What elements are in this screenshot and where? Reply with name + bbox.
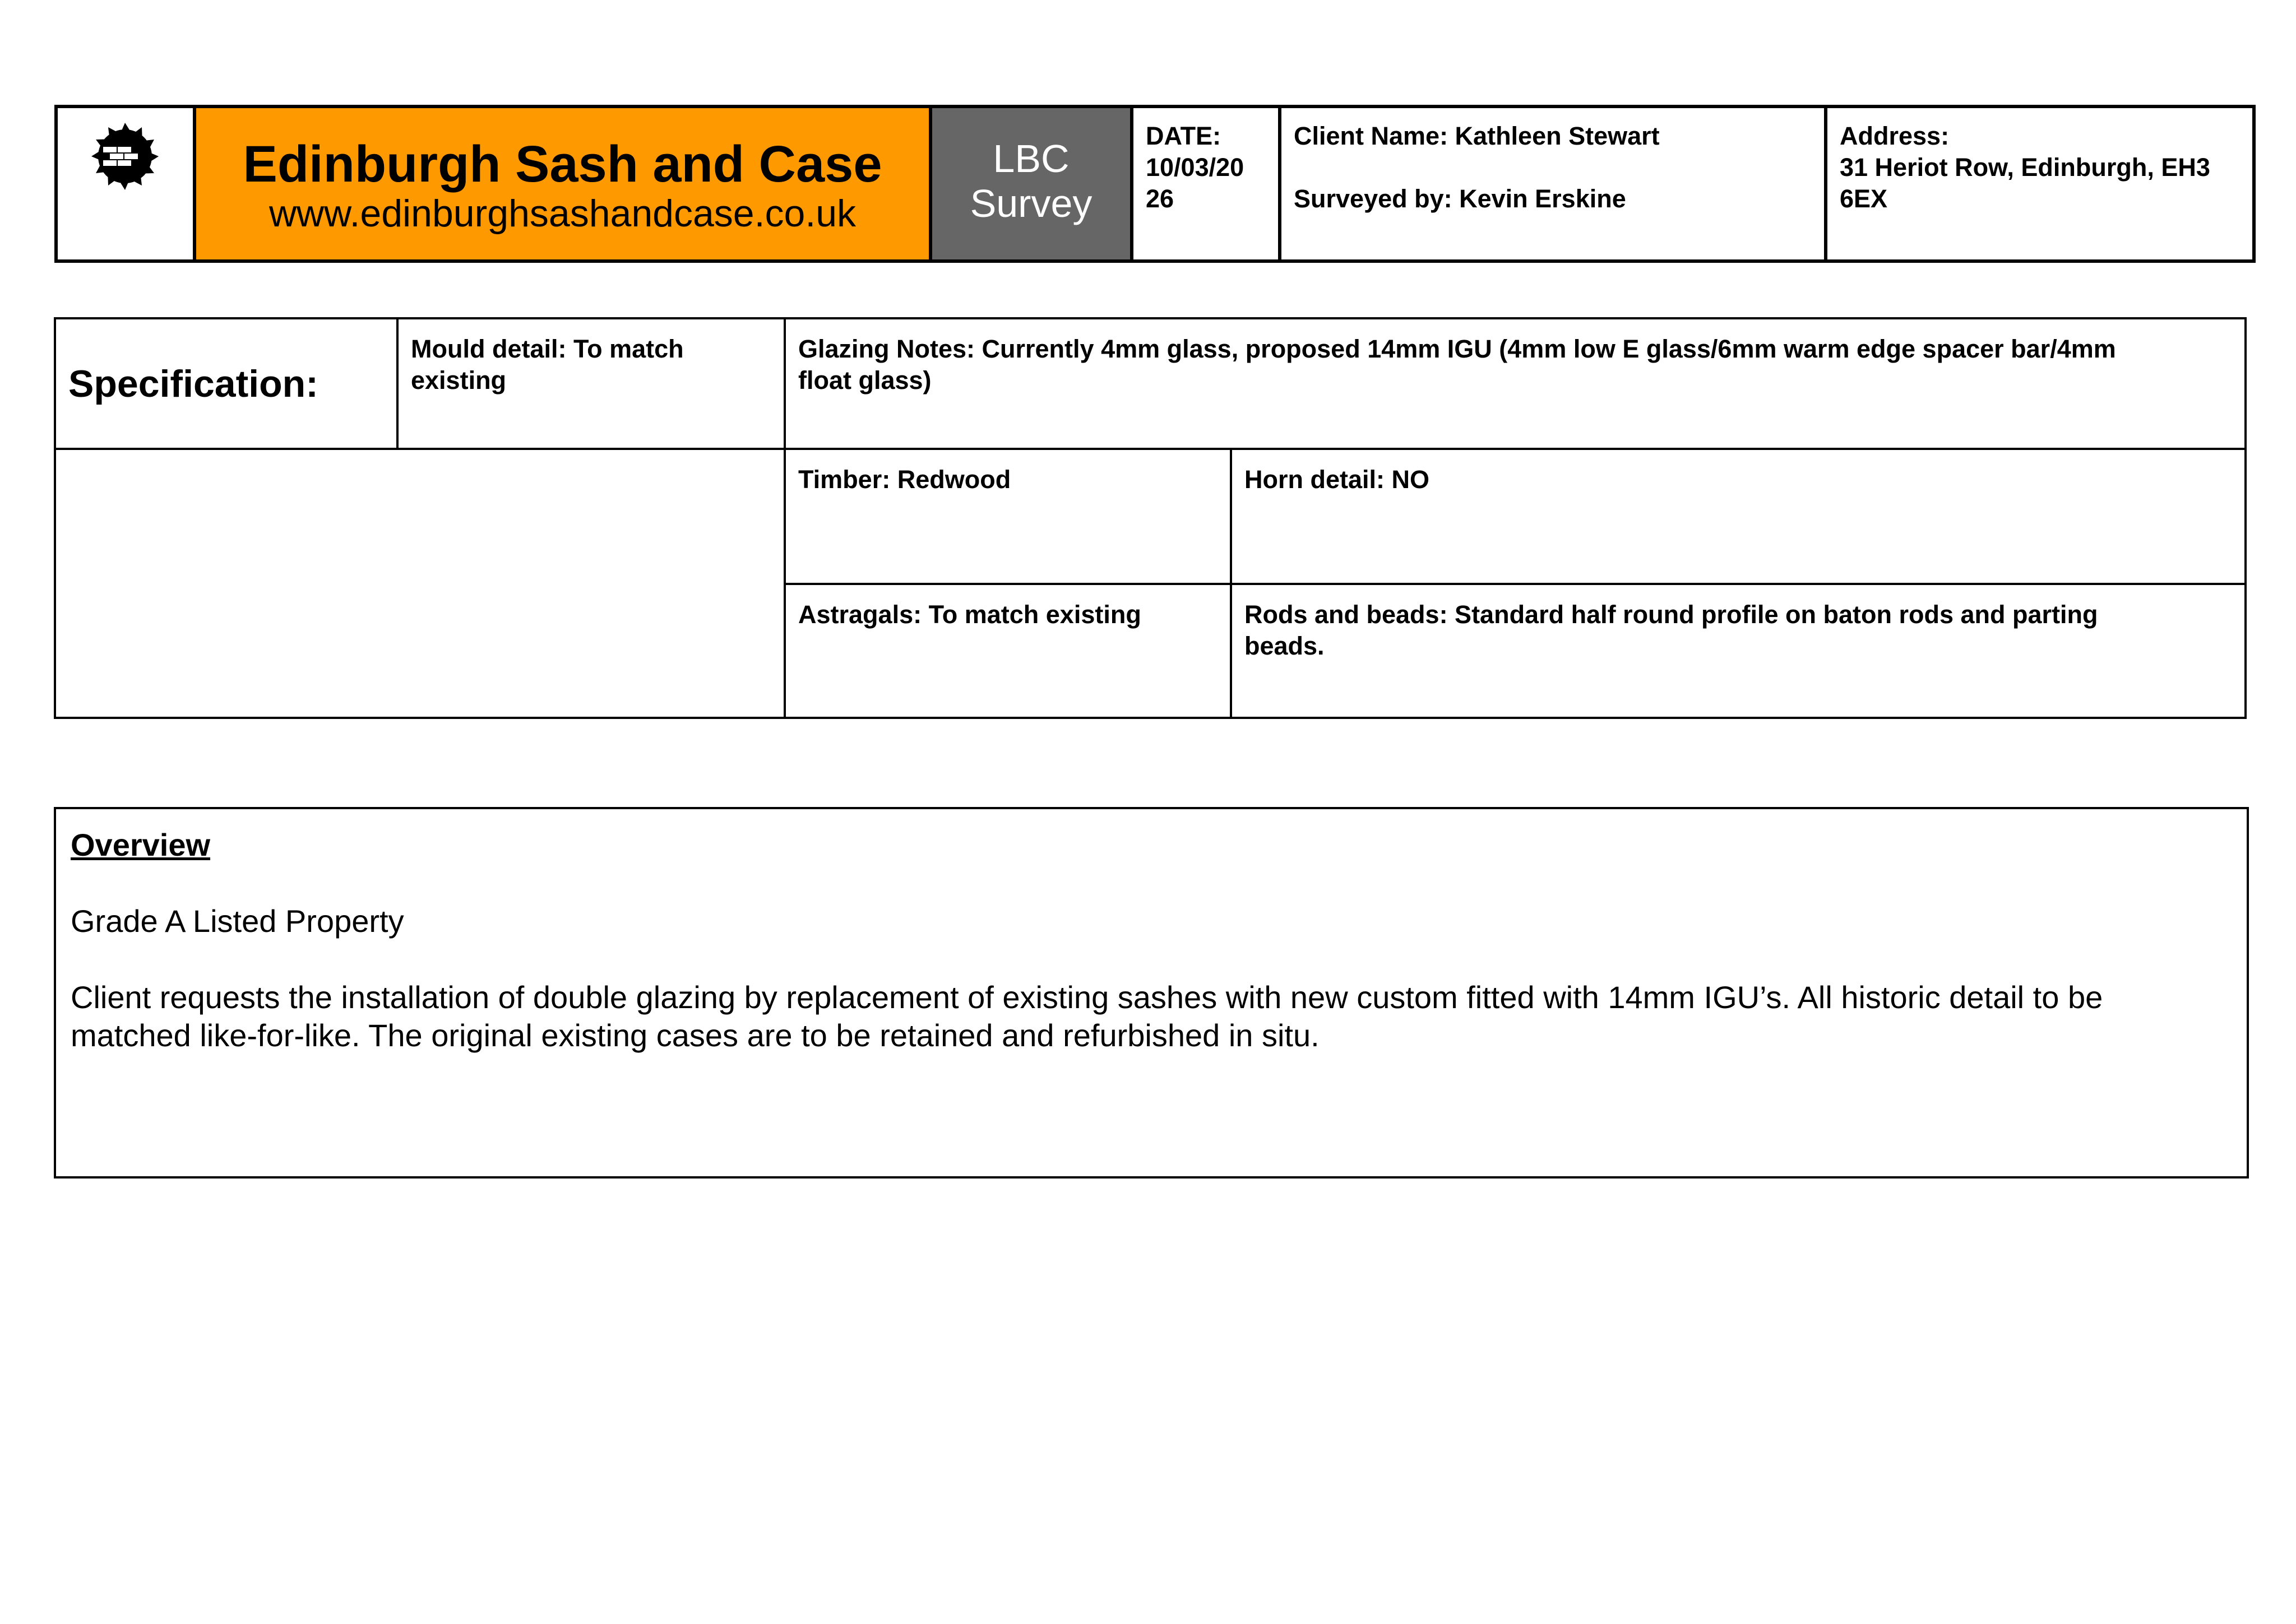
timber-cell [786,450,1230,583]
document-header [54,105,2256,263]
date-cell [1133,108,1281,259]
overview-body-line1: Client requests the installation of double glazing by replacement of existing sashes with new custom fitted with 14mm IGU’s. All historic detail to be [71,980,2103,1015]
timber-value: Timber: Redwood [798,465,1011,494]
survey-type-line1: LBC [993,137,1070,180]
rods-beads-line2: beads. [1244,632,1325,660]
saw-blade-brick-icon [90,122,160,191]
surveyed-by: Surveyed by: Kevin Erskine [1294,184,1626,213]
listing-grade: Grade A Listed Property [71,903,404,939]
survey-type-line2: Survey [970,182,1093,225]
date-value-line1: 10/03/20 [1146,153,1244,182]
address-label: Address: [1840,122,1950,150]
logo-cell [58,108,196,259]
horn-detail-cell [1232,450,2244,583]
brand-cell [196,108,932,259]
address-line2: 6EX [1840,184,1888,213]
mould-detail-cell [399,319,784,448]
mould-detail-line2: existing [411,366,507,395]
date-value-line2: 26 [1146,184,1174,213]
specification-title-cell [56,319,396,448]
overview-box [54,807,2249,1178]
address-line1: 31 Heriot Row, Edinburgh, EH3 [1840,153,2210,182]
client-cell [1281,108,1827,259]
overview-body-line2: matched like-for-like. The original existing cases are to be retained and refurbished in situ. [71,1018,1320,1053]
address-cell [1827,108,2252,259]
astragals-value: Astragals: To match existing [798,600,1141,629]
astragals-cell [786,585,1230,717]
rods-beads-line1: Rods and beads: Standard half round profile on baton rods and parting [1244,600,2098,629]
specification-title: Specification: [68,362,318,405]
rods-beads-cell [1232,585,2244,717]
company-name: Edinburgh Sash and Case [243,136,882,193]
horn-detail-value: Horn detail: NO [1244,465,1430,494]
company-website: www.edinburghsashandcase.co.uk [269,192,857,235]
empty-cell [56,450,784,717]
survey-type-cell [932,108,1133,259]
specification-table [54,317,2247,719]
glazing-notes-line1: Glazing Notes: Currently 4mm glass, proposed 14mm IGU (4mm low E glass/6mm warm edge spacer bar/4mm [798,335,2116,363]
glazing-notes-cell [786,319,2244,448]
client-name: Client Name: Kathleen Stewart [1294,122,1660,150]
glazing-notes-line2: float glass) [798,366,932,395]
mould-detail-line1: Mould detail: To match [411,335,684,363]
date-label: DATE: [1146,122,1221,150]
overview-title: Overview [71,827,211,862]
